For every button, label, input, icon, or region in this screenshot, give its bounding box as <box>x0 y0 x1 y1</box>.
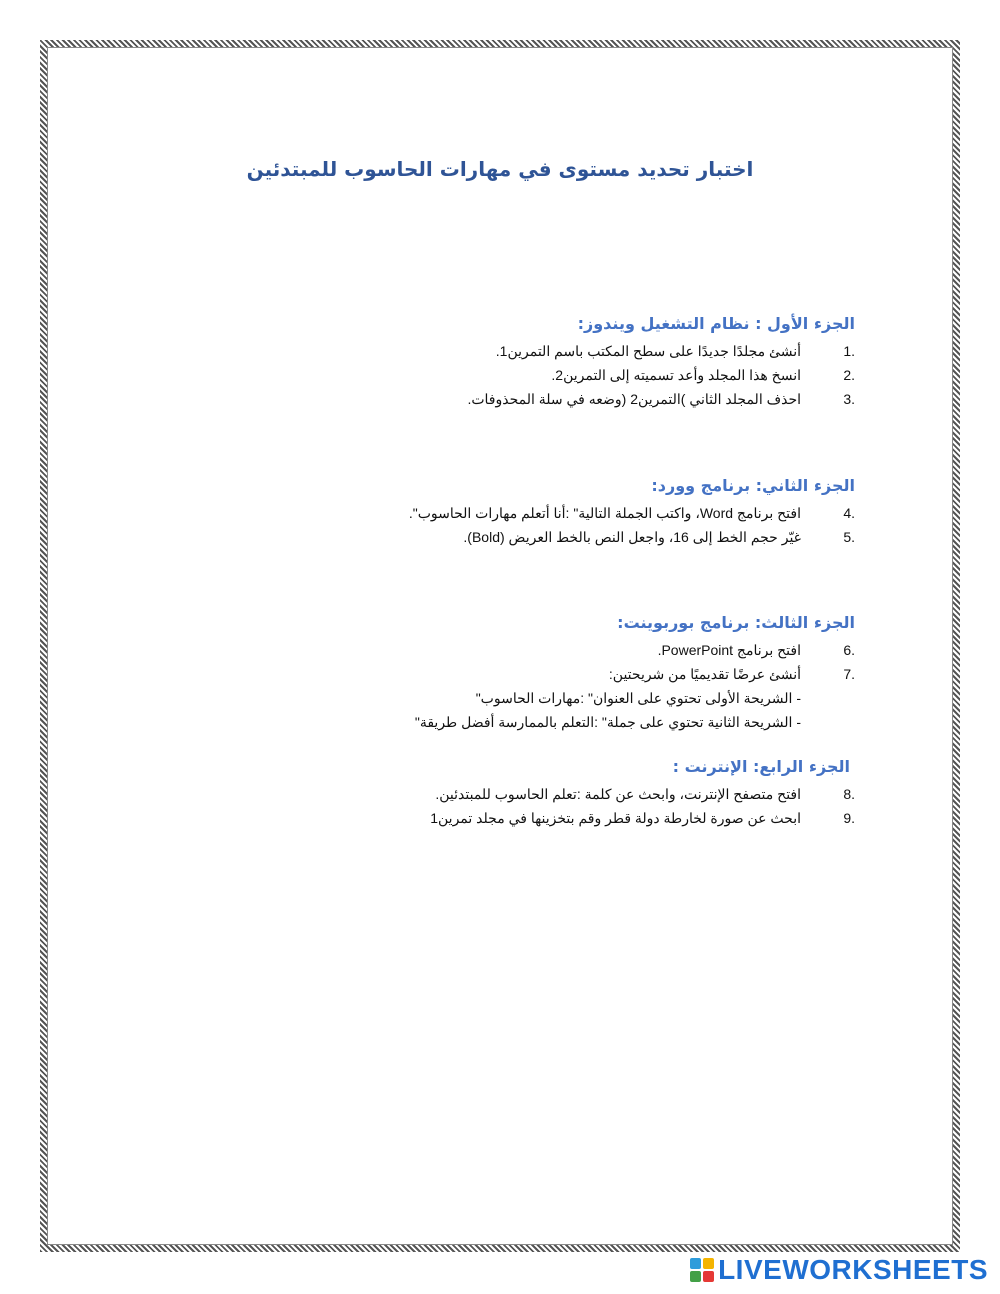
sub-item: - الشريحة الثانية تحتوي على جملة" :التعلم بالممارسة أفضل طريقة" <box>414 714 801 730</box>
question-item <box>335 525 855 549</box>
question-item <box>330 782 855 806</box>
section-heading: الجزء الأول : نظام التشغيل ويندوز: <box>577 314 855 333</box>
question-list <box>335 339 855 411</box>
section-internet <box>330 757 855 830</box>
question-number: 5. <box>843 529 855 545</box>
question-item <box>335 638 855 662</box>
question-number: 2. <box>843 367 855 383</box>
question-text: أنشئ عرضًا تقديميًا من شريحتين: <box>608 666 801 682</box>
question-text: افتح برنامج Word، واكتب الجملة التالية" :أنا أتعلم مهارات الحاسوب". <box>408 505 801 521</box>
question-item <box>330 806 855 830</box>
section-heading: الجزء الرابع: الإنترنت : <box>672 757 850 776</box>
section-heading: الجزء الثاني: برنامج وورد: <box>651 476 855 495</box>
question-number: 1. <box>843 343 855 359</box>
question-number: 7. <box>843 666 855 682</box>
question-number: 3. <box>843 391 855 407</box>
sub-item: - الشريحة الأولى تحتوي على العنوان" :مهارات الحاسوب" <box>475 690 801 706</box>
question-list <box>335 501 855 549</box>
question-number: 4. <box>843 505 855 521</box>
question-list <box>330 782 855 830</box>
question-text: ابحث عن صورة لخارطة دولة قطر وقم بتخزينها في مجلد تمرين1 <box>430 810 801 826</box>
question-item <box>335 339 855 363</box>
question-number: 8. <box>843 786 855 802</box>
question-item <box>335 363 855 387</box>
section-windows <box>335 314 855 411</box>
brand-name: LIVEWORKSHEETS <box>718 1254 988 1285</box>
question-text: انسخ هذا المجلد وأعد تسميته إلى التمرين2. <box>551 367 801 383</box>
question-text: أنشئ مجلدًا جديدًا على سطح المكتب باسم التمرين1. <box>495 343 801 359</box>
question-list <box>335 638 855 686</box>
question-text: افتح متصفح الإنترنت، وابحث عن كلمة :تعلم الحاسوب للمبتدئين. <box>435 786 801 802</box>
question-item <box>335 387 855 411</box>
question-text: احذف المجلد الثاني )التمرين2 (وضعه في سلة المحذوفات. <box>467 391 801 407</box>
liveworksheets-logo-icon <box>690 1258 714 1282</box>
question-item <box>335 501 855 525</box>
section-powerpoint <box>335 613 855 734</box>
brand-footer <box>690 1254 988 1286</box>
question-item <box>335 662 855 686</box>
section-heading: الجزء الثالث: برنامج بوربوينت: <box>617 613 855 632</box>
question-number: 6. <box>843 642 855 658</box>
page-title: اختبار تحديد مستوى في مهارات الحاسوب للمبتدئين <box>246 157 754 181</box>
question-text: غيّر حجم الخط إلى 16، واجعل النص بالخط العريض (Bold). <box>463 529 801 545</box>
section-word <box>335 476 855 549</box>
question-number: 9. <box>843 810 855 826</box>
question-text: افتح برنامج PowerPoint. <box>657 642 801 658</box>
